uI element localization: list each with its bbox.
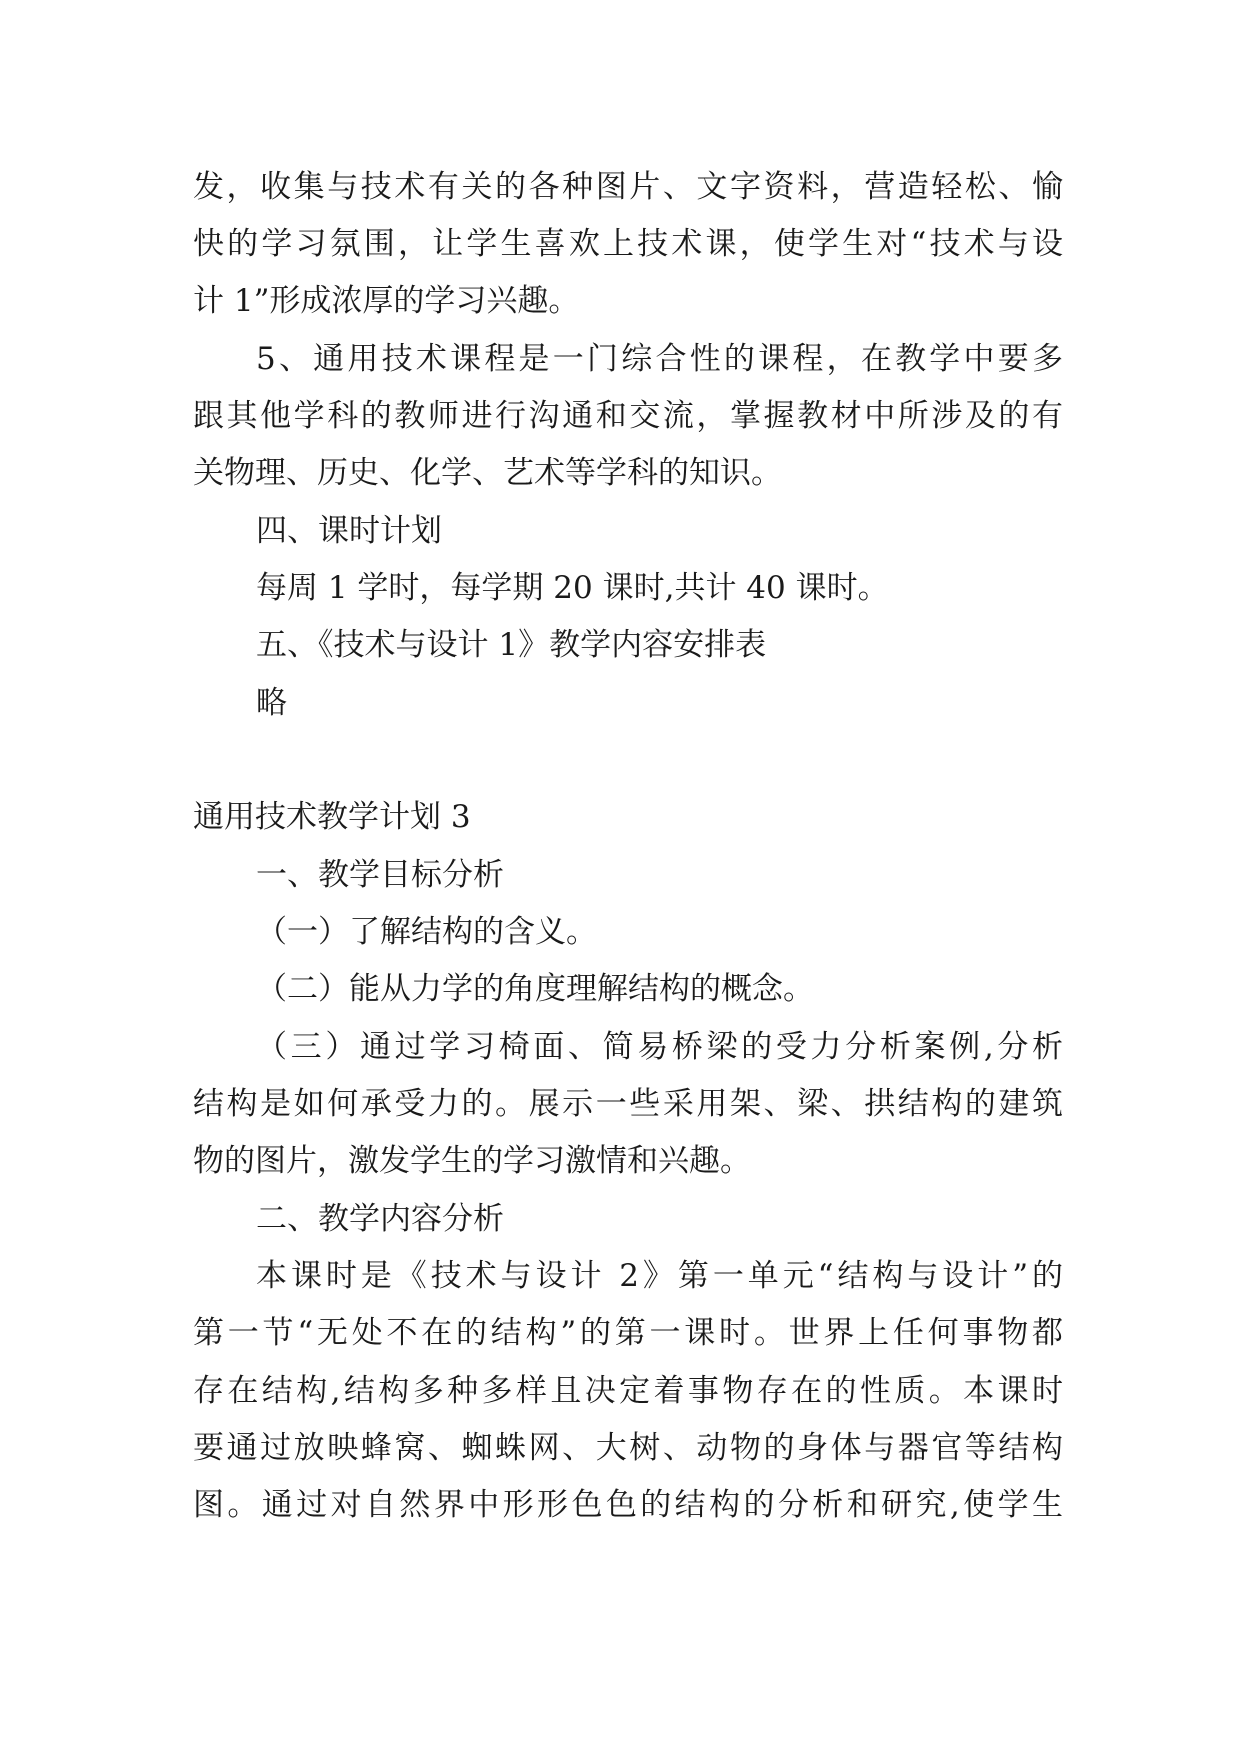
text-line: 本课时是《技术与设计 2》第一单元“结构与设计”的 — [256, 1258, 1063, 1294]
list-item: （三）通过学习椅面、简易桥梁的受力分析案例,分析 — [256, 1029, 1063, 1065]
text-line: 第一节“无处不在的结构”的第一课时。世界上任何事物都 — [193, 1315, 1063, 1351]
text-line: 要通过放映蜂窝、蜘蛛网、大树、动物的身体与器官等结构 — [193, 1430, 1063, 1466]
text-line: 发，收集与技术有关的各种图片、文字资料，营造轻松、愉 — [193, 169, 1063, 205]
text-line: 跟其他学科的教师进行沟通和交流，掌握教材中所涉及的有 — [193, 398, 1063, 434]
text-line: 计 1”形成浓厚的学习兴趣。 — [193, 283, 580, 319]
section-heading: 一、教学目标分析 — [256, 857, 504, 893]
text-line: 图。通过对自然界中形形色色的结构的分析和研究,使学生 — [193, 1487, 1063, 1523]
text-line: 物的图片，激发学生的学习激情和兴趣。 — [193, 1143, 751, 1179]
text-line: 每周 1 学时，每学期 20 课时,共计 40 课时。 — [256, 570, 889, 606]
section-heading: 二、教学内容分析 — [256, 1201, 504, 1237]
text-line: 5、通用技术课程是一门综合性的课程，在教学中要多 — [256, 341, 1063, 377]
text-line: 快的学习氛围，让学生喜欢上技术课，使学生对“技术与设 — [193, 226, 1063, 262]
section-heading: 四、课时计划 — [256, 513, 442, 549]
list-item: （二）能从力学的角度理解结构的概念。 — [256, 971, 814, 1007]
text-line: 关物理、历史、化学、艺术等学科的知识。 — [193, 455, 782, 491]
list-item: （一）了解结构的含义。 — [256, 914, 597, 950]
text-line: 存在结构,结构多种多样且决定着事物存在的性质。本课时 — [193, 1373, 1063, 1409]
section-heading: 五、《技术与设计 1》教学内容安排表 — [256, 627, 767, 663]
text-line: 略 — [256, 685, 287, 721]
document-title: 通用技术教学计划 3 — [193, 799, 471, 835]
text-line: 结构是如何承受力的。展示一些采用架、梁、拱结构的建筑 — [193, 1086, 1063, 1122]
